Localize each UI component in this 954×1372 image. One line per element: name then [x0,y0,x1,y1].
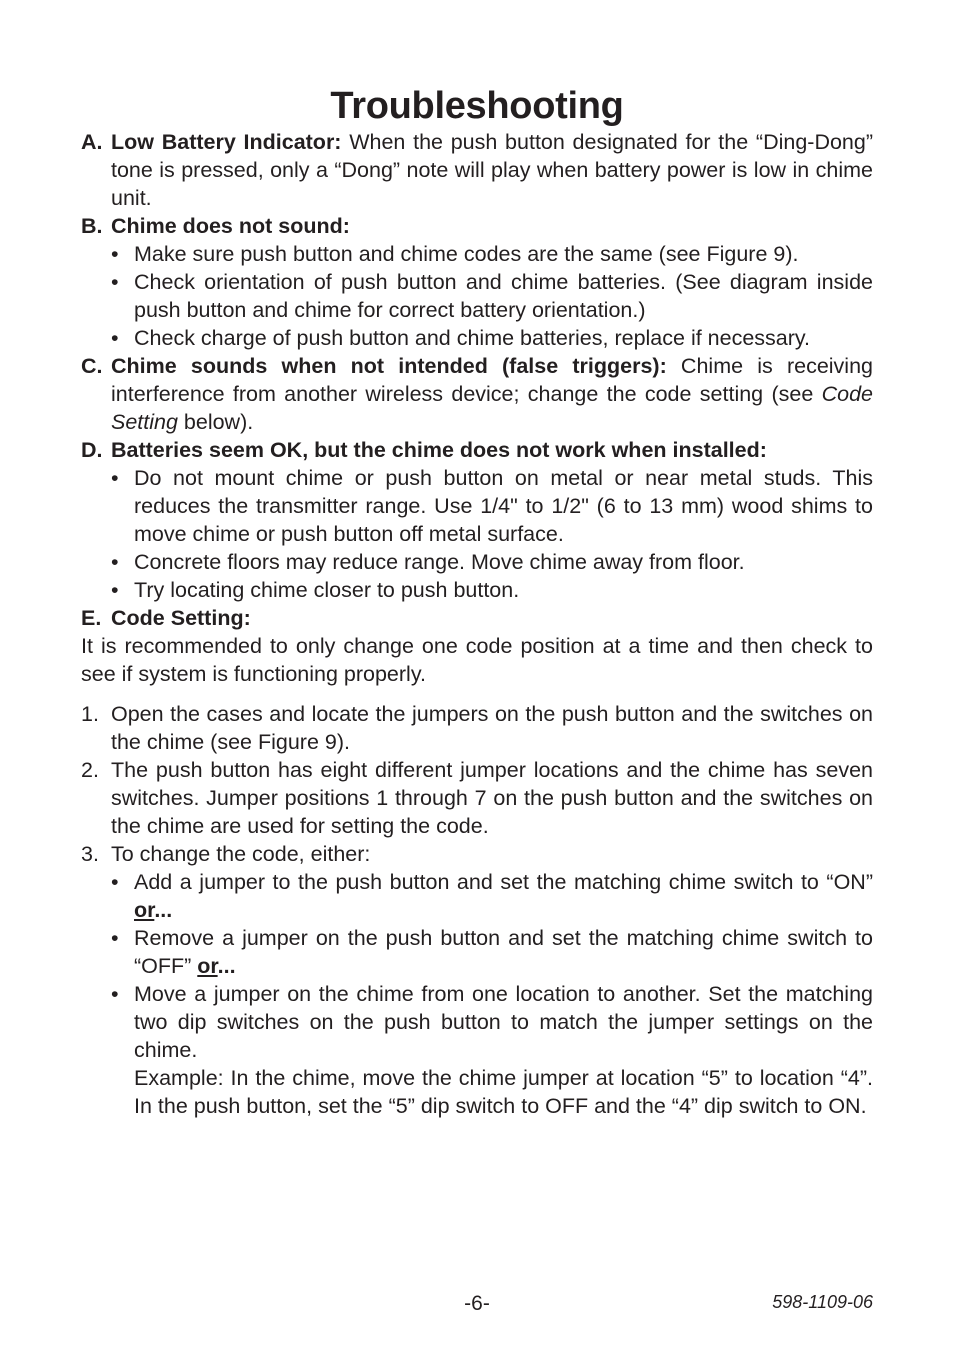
change-option [111,868,873,924]
bullet-text: Do not mount chime or push button on metal or near metal studs. This reduces the transmitter range. Use 1/4" to 1/2" (6 to 13 mm) wood shims to move chime or push button off metal surface. [134,466,873,546]
bullet-text: Check charge of push button and chime batteries, replace if necessary. [134,326,811,350]
step-number: 2. [81,758,99,782]
step-text: To change the code, either: [111,842,371,866]
section-b-heading: Chime does not sound: [111,214,350,238]
or-word: or [197,954,218,978]
section-c-label: C. [81,354,103,378]
section-c [81,352,873,436]
section-d-bullet [111,464,873,548]
step-text: The push button has eight different jumper locations and the chime has seven switches. Jumper positions 1 through 7 on the push button and the switches on the chime are used for setting the code. [111,758,873,838]
page-number: -6- [464,1292,490,1315]
page-title: Troubleshooting [330,85,624,127]
section-d-bullet [111,576,873,604]
bullet-text: Try locating chime closer to push button. [134,578,520,602]
section-d-label: D. [81,438,103,462]
section-d-bullet [111,548,873,576]
or-emphasis [197,954,235,978]
step-number: 3. [81,842,99,866]
option-example: Example: In the chime, move the chime jumper at location “5” to location “4”. In the push button, set the “5” dip switch to OFF and the “4” dip switch to ON. [134,1066,873,1118]
option-body [134,868,873,924]
section-b-bullet [111,268,873,324]
option-text: Remove a jumper on the push button and set the matching chime switch to “OFF” [134,926,873,978]
section-c-text: Chime is receiving interference from another wireless device; change the code setting (see [111,354,873,406]
section-d [81,436,873,464]
bullet-glyph: • [111,466,119,490]
section-b-bullet [111,240,873,268]
bullet-glyph: • [111,326,119,350]
document-number: 598-1109-06 [772,1292,873,1312]
section-b [81,212,873,240]
spacer [81,688,873,700]
step-item [81,756,873,840]
step-number: 1. [81,702,99,726]
bullet-glyph: • [111,550,119,574]
section-b-label: B. [81,214,103,238]
section-a [81,128,873,212]
section-c-text-end: below). [177,410,254,434]
bullet-text: Check orientation of push button and chime batteries. (See diagram inside push button and chime for correct battery orientation.) [134,270,873,322]
bullet-glyph: • [111,926,119,950]
page-content [81,84,873,1120]
option-text: Move a jumper on the chime from one location to another. Set the matching two dip switches on the push button to match the jumper settings on the chime. [134,982,873,1062]
section-c-body [111,352,873,436]
option-body [134,980,873,1120]
bullet-glyph: • [111,870,119,894]
section-e-label: E. [81,606,102,630]
section-a-label: A. [81,130,103,154]
section-c-heading: Chime sounds when not intended (false triggers): [111,354,667,378]
bullet-glyph: • [111,982,119,1006]
section-e-intro: It is recommended to only change one code position at a time and then check to see if system is functioning properly. [81,634,873,686]
option-body [134,924,873,980]
step-item [81,840,873,868]
or-word: or [134,898,155,922]
section-d-heading: Batteries seem OK, but the chime does not work when installed: [111,438,767,462]
section-a-text: When the push button designated for the “Ding-Dong” tone is pressed, only a “Dong” note will play when battery power is low in chime unit. [111,130,874,210]
section-e-heading: Code Setting: [111,606,251,630]
section-b-bullet [111,324,873,352]
section-a-heading: Low Battery Indicator: [111,130,342,154]
bullet-text: Concrete floors may reduce range. Move chime away from floor. [134,550,745,574]
step-item [81,700,873,756]
or-dots: ... [217,954,236,978]
step-text: Open the cases and locate the jumpers on the push button and the switches on the chime (see Figure 9). [111,702,873,754]
bullet-text: Make sure push button and chime codes are the same (see Figure 9). [134,242,799,266]
section-e [81,604,873,632]
change-option [111,924,873,980]
option-text: Add a jumper to the push button and set the matching chime switch to “ON” [134,870,873,894]
or-dots: ... [154,898,173,922]
section-a-body [111,128,873,212]
bullet-glyph: • [111,578,119,602]
or-emphasis [134,898,172,922]
bullet-glyph: • [111,242,119,266]
change-option [111,980,873,1120]
bullet-glyph: • [111,270,119,294]
section-c-italic: Code Setting [111,382,873,434]
